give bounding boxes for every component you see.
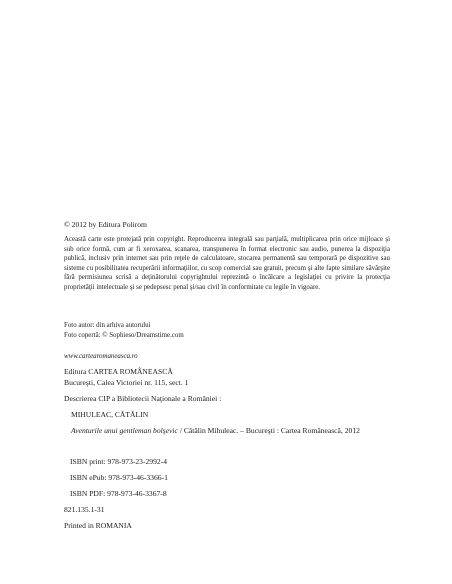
legal-notice: Această carte este protejată prin copyright. Reproducerea integrală sau parţială, multiplicarea prin orice mijloace şi sub orice formă, cum ar fi xeroxarea, scanarea, transpunerea în format electronic sau audio, punerea la dispoziţia publică, inclusiv prin internet sau prin reţele de calculatoare, stocarea permanentă sau temporară pe dispozitive sau sisteme cu posibilitatea recuperării informaţiilor, cu scop comercial sau gratuit, precum şi alte fapte similare săvârşite fără permisiunea scrisă a deţinătorului copyrightului reprezintă o încălcare a legislaţiei cu privire la protecţia proprietăţii intelectuale şi se pedepsesc penal şi/sau civil în conformitate cu legile în vigoare. bbox=[64, 236, 390, 291]
cip-title: Aventurile unui gentleman bolşevic bbox=[71, 426, 178, 435]
copyright-line: © 2012 by Editura Polirom bbox=[64, 220, 147, 229]
printed-in: Printed in ROMANIA bbox=[64, 521, 132, 530]
cip-title-details: / Cătălin Mihuleac. – Bucureşti : Cartea Românească, 2012 bbox=[177, 426, 360, 435]
classification-code: 821.135.1-31 bbox=[64, 505, 105, 514]
publisher-name: Editura CARTEA ROMÂNEASCĂ bbox=[64, 367, 173, 376]
isbn-pdf: ISBN PDF: 978-973-46-3367-8 bbox=[70, 489, 167, 498]
cover-photo-credit: Foto copertă: © Sophieso/Dreamstime.com bbox=[64, 332, 184, 339]
isbn-epub: ISBN ePub: 978-973-46-3366-1 bbox=[70, 473, 168, 482]
publisher-address: Bucureşti, Calea Victoriei nr. 115, sect. 1 bbox=[64, 378, 189, 387]
photo-author-credit: Foto autor: din arhiva autorului bbox=[64, 322, 151, 329]
website-link[interactable]: www.cartearomaneasca.ro bbox=[64, 353, 138, 360]
cip-title-entry bbox=[64, 426, 397, 436]
cip-author: MIHULEAC, CĂTĂLIN bbox=[71, 410, 149, 419]
cip-heading: Descrierea CIP a Bibliotecii Naţionale a României : bbox=[64, 394, 222, 403]
isbn-print: ISBN print: 978-973-23-2992-4 bbox=[70, 457, 168, 466]
